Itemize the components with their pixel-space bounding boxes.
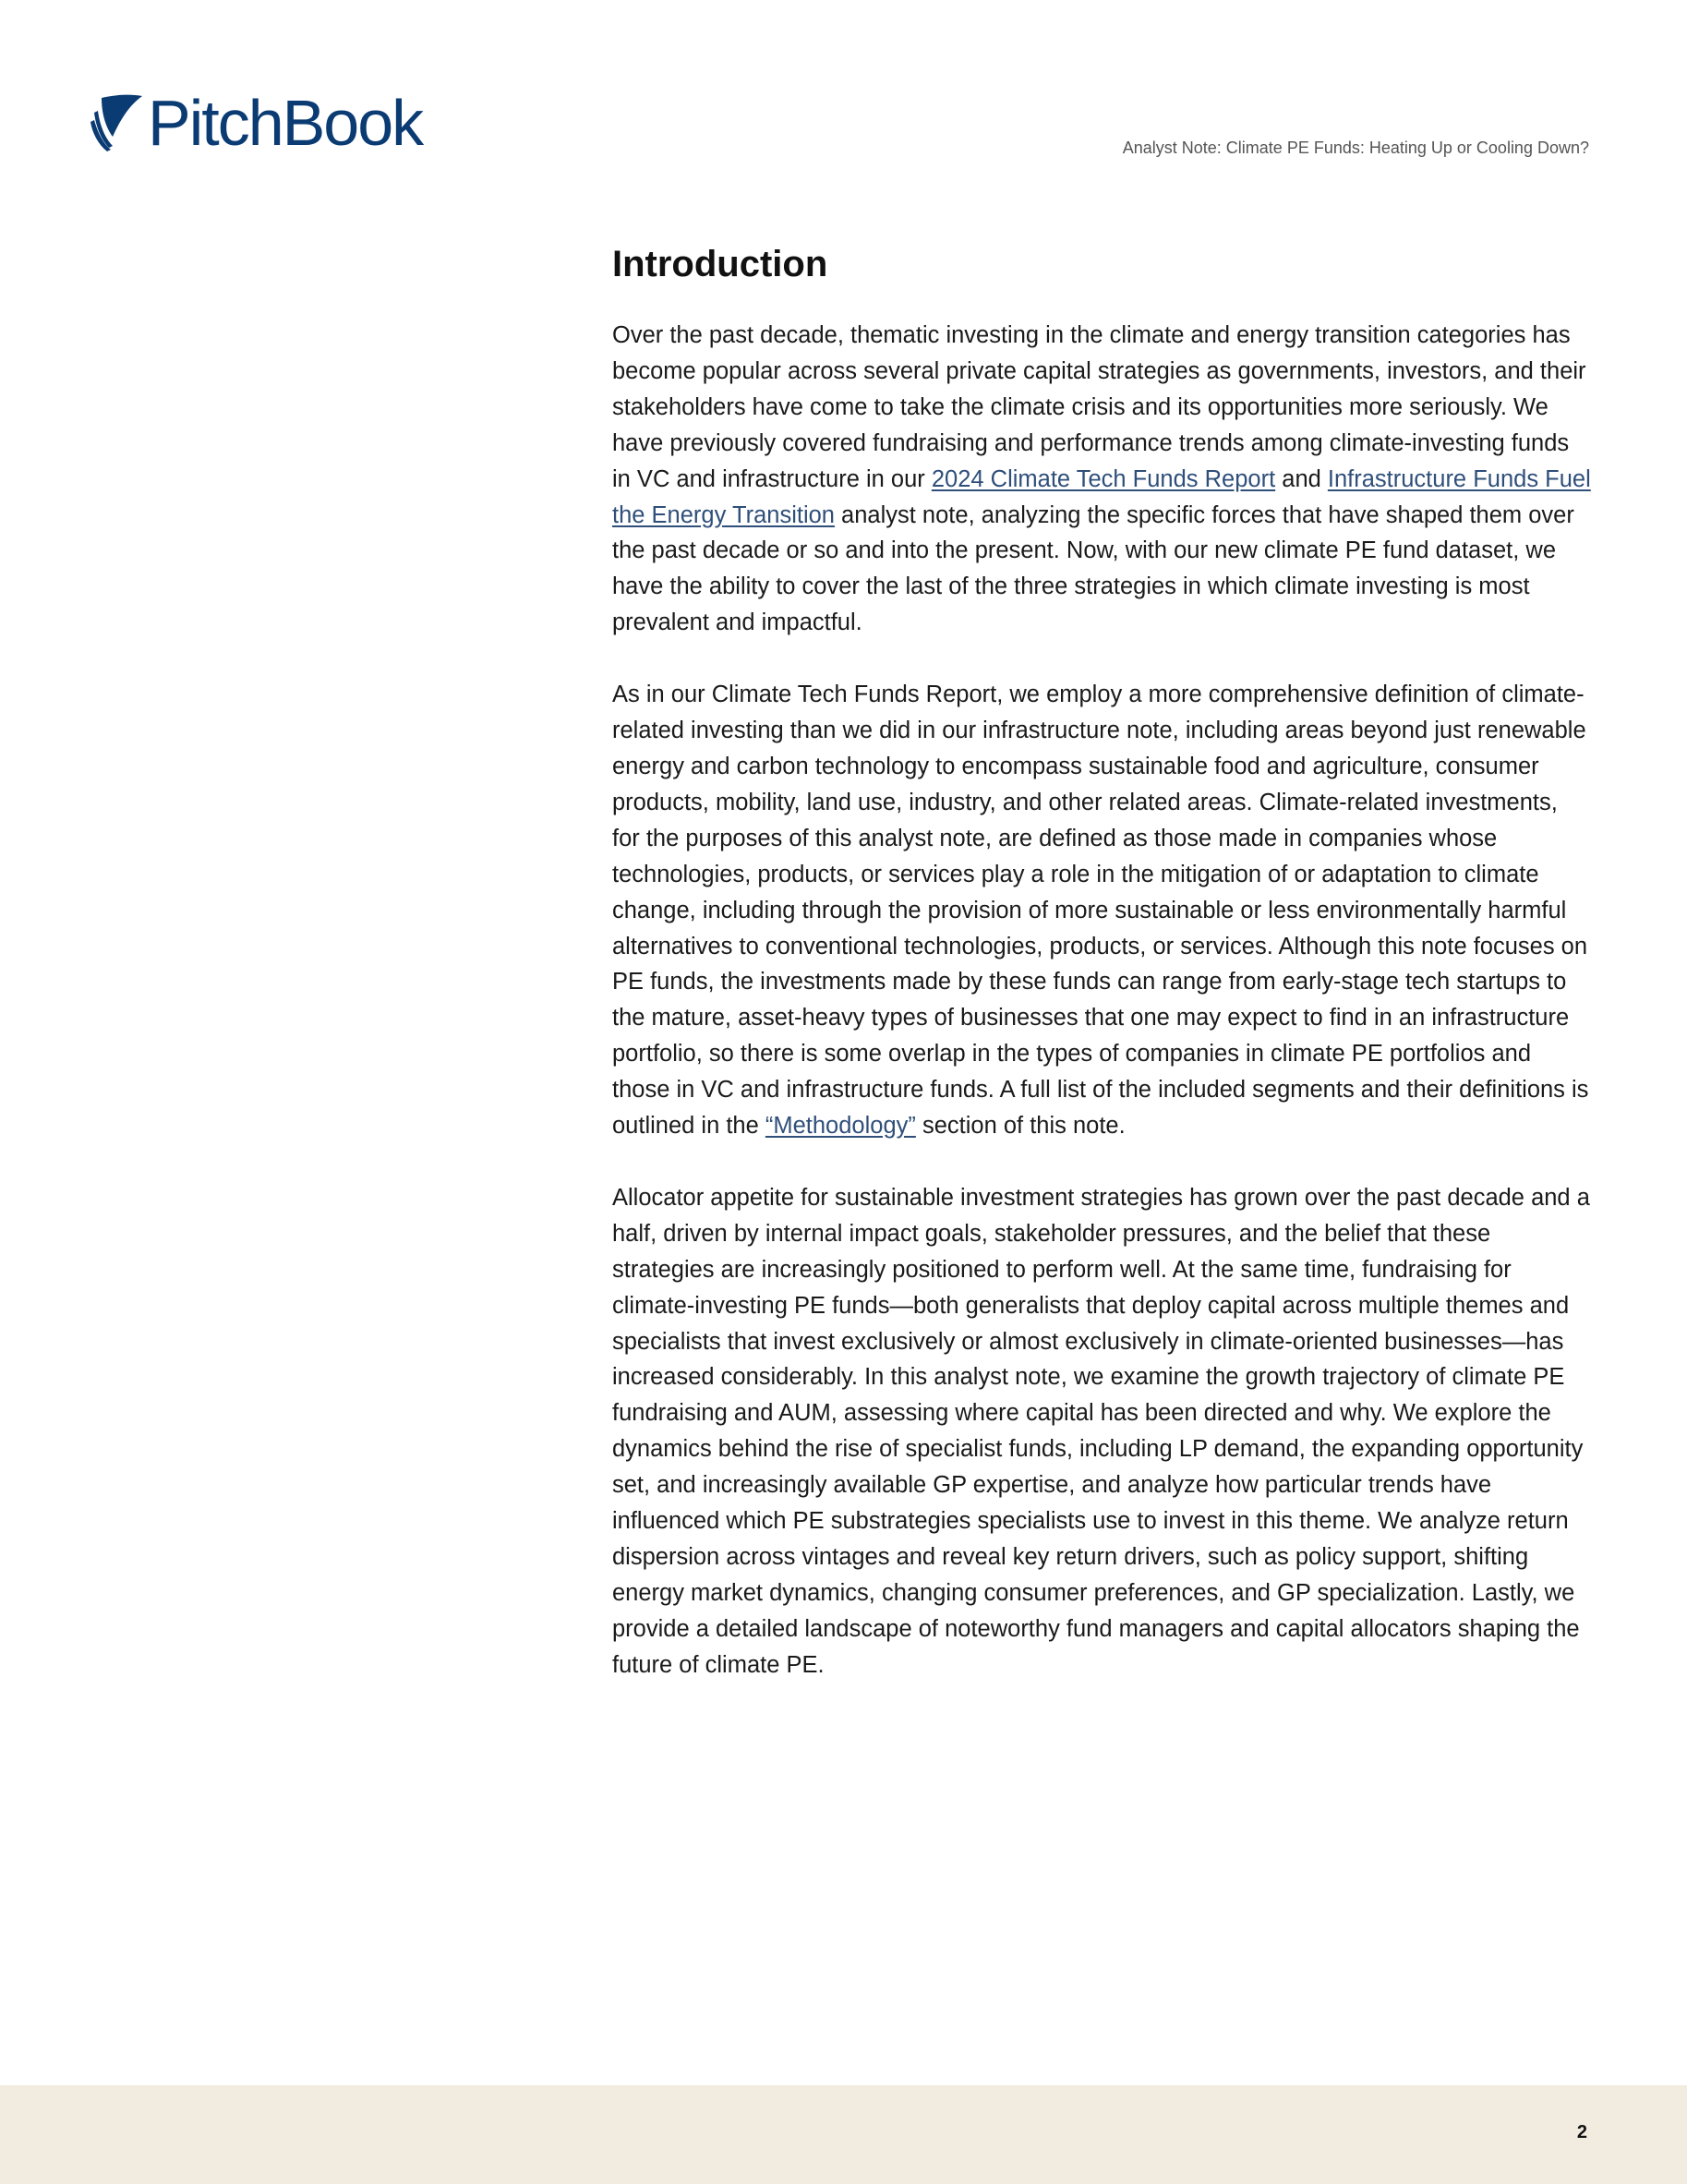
page-footer — [0, 2085, 1687, 2184]
page-number: 2 — [1576, 2122, 1587, 2142]
pitchbook-logo[interactable] — [89, 87, 423, 159]
paragraph-2-intro: As in our Climate Tech Funds Report, we employ a more comprehensive definition of climate-related investing than we did in our infrastructure note, including areas beyond just renewable energy and carbon technology to encompass sustainable food and agriculture, consumer products, mobility, land use, industry, and other related areas. Climate-related investments, for the purposes of this analyst note, are defined as those made in companies whose technologies, products, or services play a role in the mitigation of or adaptation to climate change, including through the provision of more sustainable or less environmentally harmful alternatives to conventional technologies, products, or services. Although this note focuses on PE funds, the investments made by these funds can range from early-stage tech startups to the mature, asset-heavy types of businesses that one may expect to find in an infrastructure portfolio, so there is some overlap in the types of companies in climate PE portfolios and those in VC and infrastructure funds. A full list of the included segments and their definitions is outlined in the — [612, 682, 1589, 1140]
paragraph-1 — [612, 318, 1591, 641]
paragraph-1-and: and — [1275, 465, 1328, 492]
section-title: Introduction — [612, 244, 828, 284]
logo-wordmark: PitchBook — [148, 87, 423, 159]
climate-tech-funds-report-link[interactable]: 2024 Climate Tech Funds Report — [931, 465, 1276, 492]
paragraph-2 — [612, 677, 1591, 1144]
paragraph-1-rest: analyst note, analyzing the specific forces that have shaped them over the past decade or so and into the present. Now, with our new climate PE fund dataset, we have the ability to cover the last of the three strategies in which climate investing is most prevalent and impactful. — [612, 501, 1574, 636]
methodology-link[interactable]: “Methodology” — [765, 1113, 916, 1140]
running-header: Analyst Note: Climate PE Funds: Heating Up or Cooling Down? — [1122, 139, 1589, 157]
infrastructure-funds-link[interactable]: Infrastructure Funds Fuel the Energy Transition — [612, 465, 1591, 528]
paragraph-2-rest: section of this note. — [915, 1113, 1126, 1140]
paragraph-1-intro: Over the past decade, thematic investing in the climate and energy transition categories has become popular across several private capital strategies as governments, investors, and their stakeholders have come to take the climate crisis and its opportunities more seriously. We have previously covered fundraising and performance trends among climate-investing funds in VC and infrastructure in our — [612, 322, 1586, 492]
main-content — [612, 238, 1591, 1719]
paragraph-3: Allocator appetite for sustainable investment strategies has grown over the past decade and a half, driven by internal impact goals, stakeholder pressures, and the belief that these strategies are increasingly positioned to perform well. At the same time, fundraising for climate-investing PE funds—both generalists that deploy capital across multiple themes and specialists that invest exclusively or almost exclusively in climate-oriented businesses—has increased considerably. In this analyst note, we examine the growth trajectory of climate PE fundraising and AUM, assessing where capital has been directed and why. We explore the dynamics behind the rise of specialist funds, including LP demand, the expanding opportunity set, and increasingly available GP expertise, and analyze how particular trends have influenced which PE substrategies specialists use to invest in this theme. We analyze return dispersion across vintages and reveal key return drivers, such as policy support, shifting energy market dynamics, changing consumer preferences, and GP specialization. Lastly, we provide a detailed landscape of noteworthy fund managers and capital allocators shaping the future of climate PE. — [612, 1184, 1590, 1678]
pitchbook-leaf-icon — [89, 92, 144, 153]
